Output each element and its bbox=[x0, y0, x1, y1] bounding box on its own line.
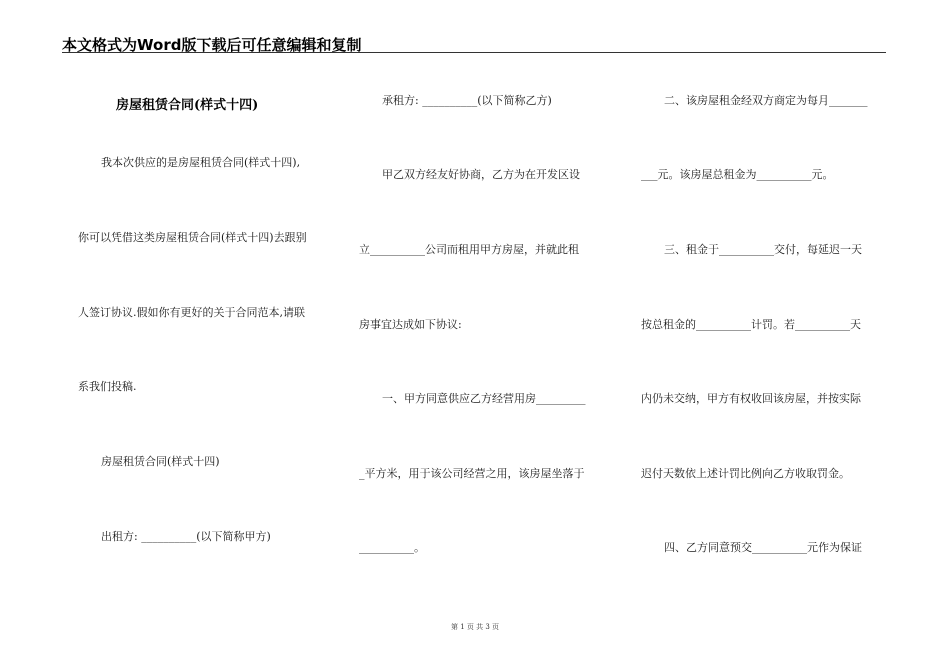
text-line: 甲乙双方经友好协商，乙方为在开发区设 bbox=[382, 168, 580, 181]
text-line: 立__________公司而租用甲方房屋，并就此租 bbox=[359, 243, 579, 256]
text-line: 房事宜达成如下协议: bbox=[359, 318, 462, 331]
text-line: 你可以凭借这类房屋租赁合同(样式十四)去跟别 bbox=[78, 231, 307, 244]
text-line: 出租方: __________(以下简称甲方) bbox=[101, 530, 271, 543]
text-line: 一、甲方同意供应乙方经营用房_________ bbox=[382, 392, 586, 405]
document-header-title: 本文格式为Word版下载后可任意编辑和复制 bbox=[62, 36, 362, 54]
text-line: 承租方: __________(以下简称乙方) bbox=[382, 94, 552, 107]
text-line: 我本次供应的是房屋租赁合同(样式十四), bbox=[101, 156, 301, 169]
text-line: 系我们投稿. bbox=[78, 380, 137, 393]
text-line: 四、乙方同意预交__________元作为保证 bbox=[664, 541, 862, 554]
text-line: ___元。该房屋总租金为__________元。 bbox=[641, 168, 834, 181]
text-line: 二、该房屋租金经双方商定为每月_______ bbox=[664, 94, 868, 107]
header-divider bbox=[62, 52, 886, 53]
text-line: __________。 bbox=[359, 541, 425, 554]
text-line: 迟付天数依上述计罚比例向乙方收取罚金。 bbox=[641, 467, 850, 480]
text-line: 按总租金的__________计罚。若__________天 bbox=[641, 318, 861, 331]
text-line: 人签订协议.假如你有更好的关于合同范本,请联 bbox=[78, 306, 305, 319]
text-line: 三、租金于__________交付，每延迟一天 bbox=[664, 243, 862, 256]
page-number: 第 1 页 共 3 页 bbox=[450, 623, 500, 631]
text-line: 房屋租赁合同(样式十四) bbox=[101, 455, 220, 468]
contract-title: 房屋租赁合同(样式十四) bbox=[116, 98, 259, 113]
text-line: 内仍未交纳，甲方有权收回该房屋，并按实际 bbox=[641, 392, 861, 405]
text-line: _平方米，用于该公司经营之用，该房屋坐落于 bbox=[359, 467, 585, 480]
